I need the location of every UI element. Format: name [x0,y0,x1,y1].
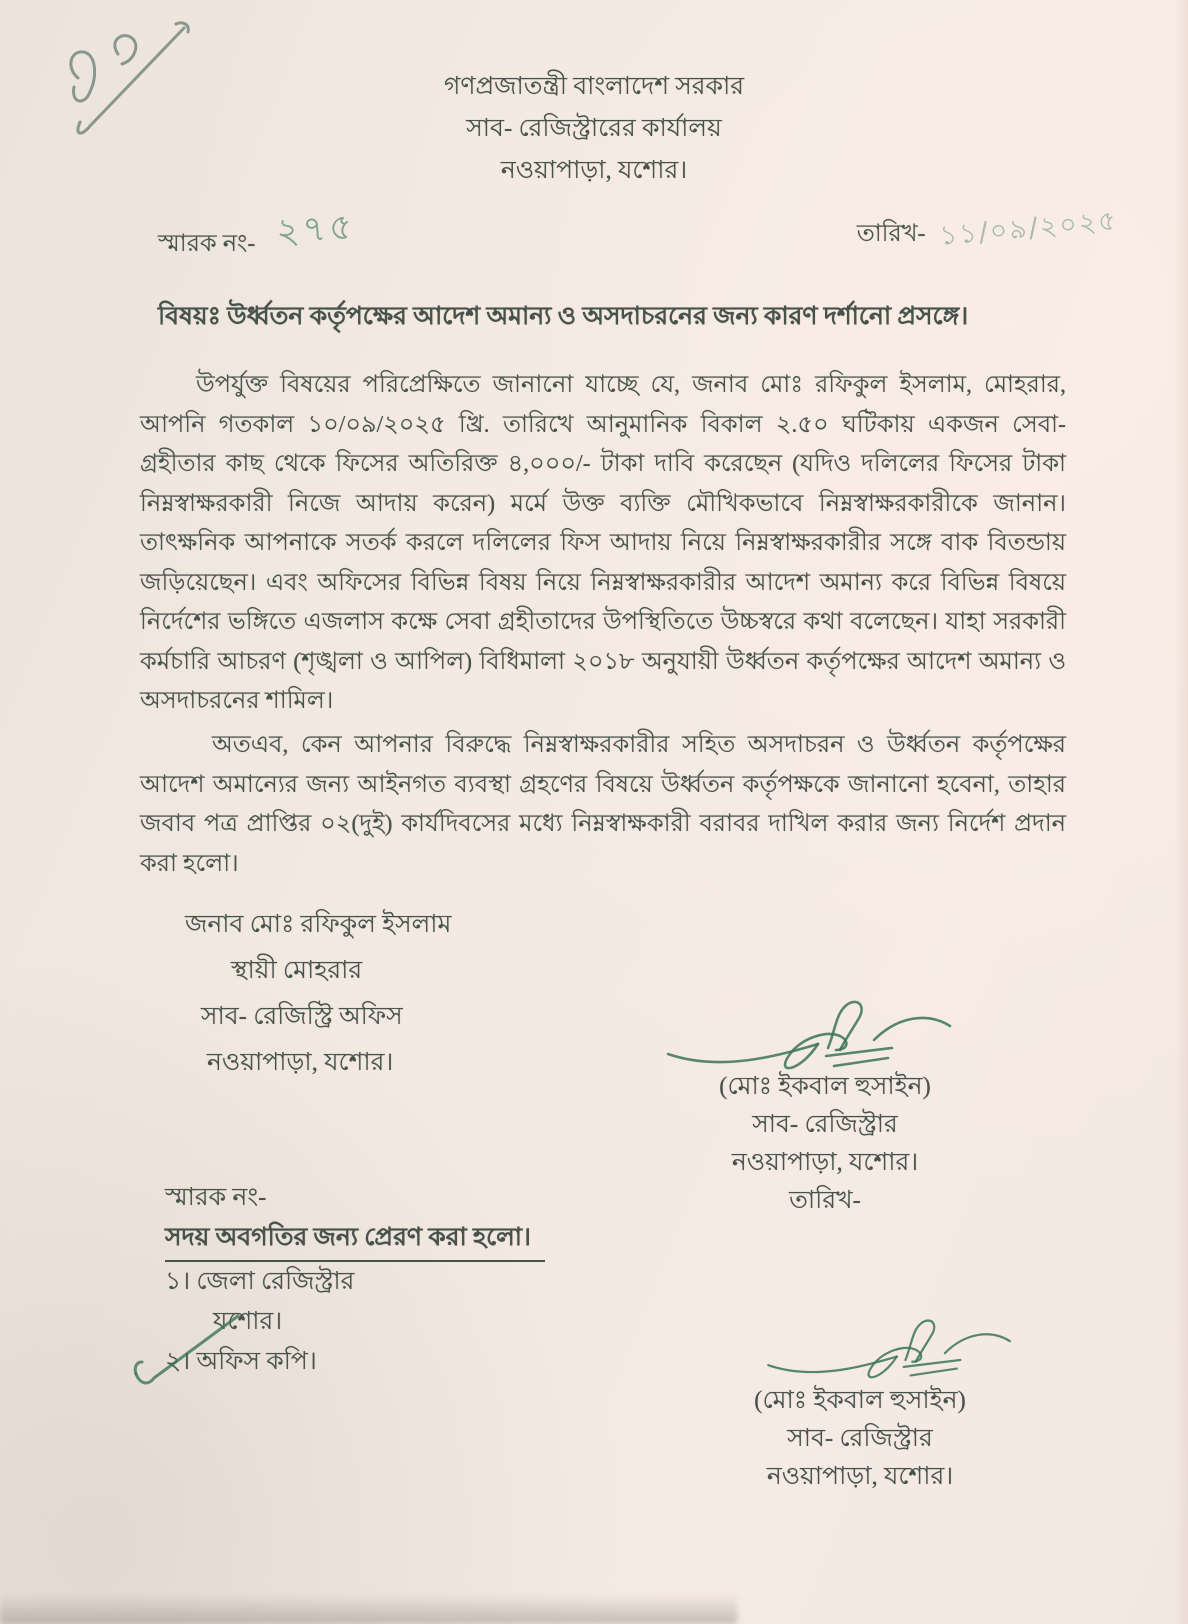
scan-edge-tint [1174,0,1188,1624]
addressee-block [185,902,451,1086]
subject-line: বিষয়ঃ উর্ধ্বতন কর্তৃপক্ষের আদেশ অমান্য ও অসদাচরনের জন্য কারণ দর্শানো প্রসঙ্গে। [158,303,969,330]
signatory-location: নওয়াপাড়া, যশোর। [731,1149,919,1176]
signatory-block-top [655,1068,995,1220]
signatory-location: নওয়াপাড়া, যশোর। [766,1463,954,1490]
distribution-item-2: ২। অফিস কপি। [165,1348,317,1375]
date-handwritten: ১১/০৯/২০২৫ [937,205,1119,252]
date-label: তারিখ- [856,221,926,247]
signatory-date-label: তারিখ- [789,1187,861,1214]
header-office-line: সাব- রেজিস্ট্রারের কার্যালয় [466,115,722,142]
signature-icon [660,992,960,1076]
addressee-designation: স্থায়ী মোহরার [231,957,363,984]
addressee-location: নওয়াপাড়া, যশোর। [207,1049,394,1076]
memo-number-label: স্মারক নং- [158,231,256,257]
signatory-title: সাব- রেজিস্ট্রার [787,1425,933,1452]
header-government-line: গণপ্রজাতন্ত্রী বাংলাদেশ সরকার [443,73,745,100]
signatory-name: (মোঃ ইকবাল হুসাইন) [754,1387,966,1414]
header-location-line: নওয়াপাড়া, যশোর। [500,157,688,184]
body-paragraph-1: উপর্যুক্ত বিষয়ের পরিপ্রেক্ষিতে জানানো যাচ্ছে যে, জনাব মোঃ রফিকুল ইসলাম, মোহরার, আপনি গতকাল ১০/০৯/২০২৫ খ্রি. তারিখে আনুমানিক বিকাল ২.৫০ ঘটিকায় একজন সেবা-গ্রহীতার কাছ থেকে ফিসের অতিরিক্ত ৪,০০০/- টাকা দাবি করেছেন (যদিও দলিলের ফিসের টাকা নিম্নস্বাক্ষরকারী নিজে আদায় করেন) মর্মে উক্ত ব্যক্তি মৌখিকভাবে নিম্নস্বাক্ষরকারীকে জানান। তাৎক্ষনিক আপনাকে সতর্ক করলে দলিলের ফিস আদায় নিয়ে নিম্নস্বাক্ষরকারীর সঙ্গে বাক বিতন্ডায় জড়িয়েছেন। এবং অফিসের বিভিন্ন বিষয় নিয়ে নিম্নস্বাক্ষরকারীর আদেশ অমান্য করে বিভিন্ন বিষয়ে নির্দেশের ভঙ্গিতে এজলাস কক্ষে সেবা গ্রহীতাদের উপস্থিতিতে উচ্চস্বরে কথা বলেছেন। যাহা সরকারী কর্মচারি আচরণ (শৃঙ্খলা ও আপিল) বিধিমালা ২০১৮ অনুযায়ী উর্ধ্বতন কর্তৃপক্ষের আদেশ অমান্য ও অসদাচরনের শামিল। [140,372,1066,714]
scan-edge-shadow [0,1594,737,1624]
memo-number-handwritten: ২৭৫ [275,206,358,253]
distribution-heading: সদয় অবগতির জন্য প্রেরণ করা হলো। [165,1218,545,1262]
body-paragraph-2: অতএব, কেন আপনার বিরুদ্ধে নিম্নস্বাক্ষরকারীর সহিত অসদাচরন ও উর্ধ্বতন কর্তৃপক্ষের আদেশ অমান্যের জন্য আইনগত ব্যবস্থা গ্রহণের বিষয়ে উর্ধ্বতন কর্তৃপক্ষকে জানানো হবেনা, তাহার জবাব পত্র প্রাপ্তির ০২(দুই) কার্যদিবসের মধ্যে নিম্নস্বাক্ষকারী বরাবর দাখিল করার জন্য নির্দেশ প্রদান করা হলো। [140,732,1066,877]
signatory-name: (মোঃ ইকবাল হুসাইন) [719,1073,931,1100]
distribution-memo-label: স্মারক নং- [165,1184,267,1211]
checkmark-icon [126,1296,256,1396]
addressee-name: জনাব মোঃ রফিকুল ইসলাম [185,911,452,938]
memo-row [158,205,1119,272]
signature-icon [760,1312,1020,1384]
distribution-item-1: ১। জেলা রেজিস্ট্রার [165,1268,355,1295]
signatory-title: সাব- রেজিস্ট্রার [752,1111,898,1138]
signatory-block-bottom [690,1382,1030,1496]
distribution-item-1-location: যশোর। [213,1308,283,1335]
addressee-office: সাব- রেজিস্ট্রি অফিস [201,1003,403,1030]
letter-header [0,66,1188,192]
